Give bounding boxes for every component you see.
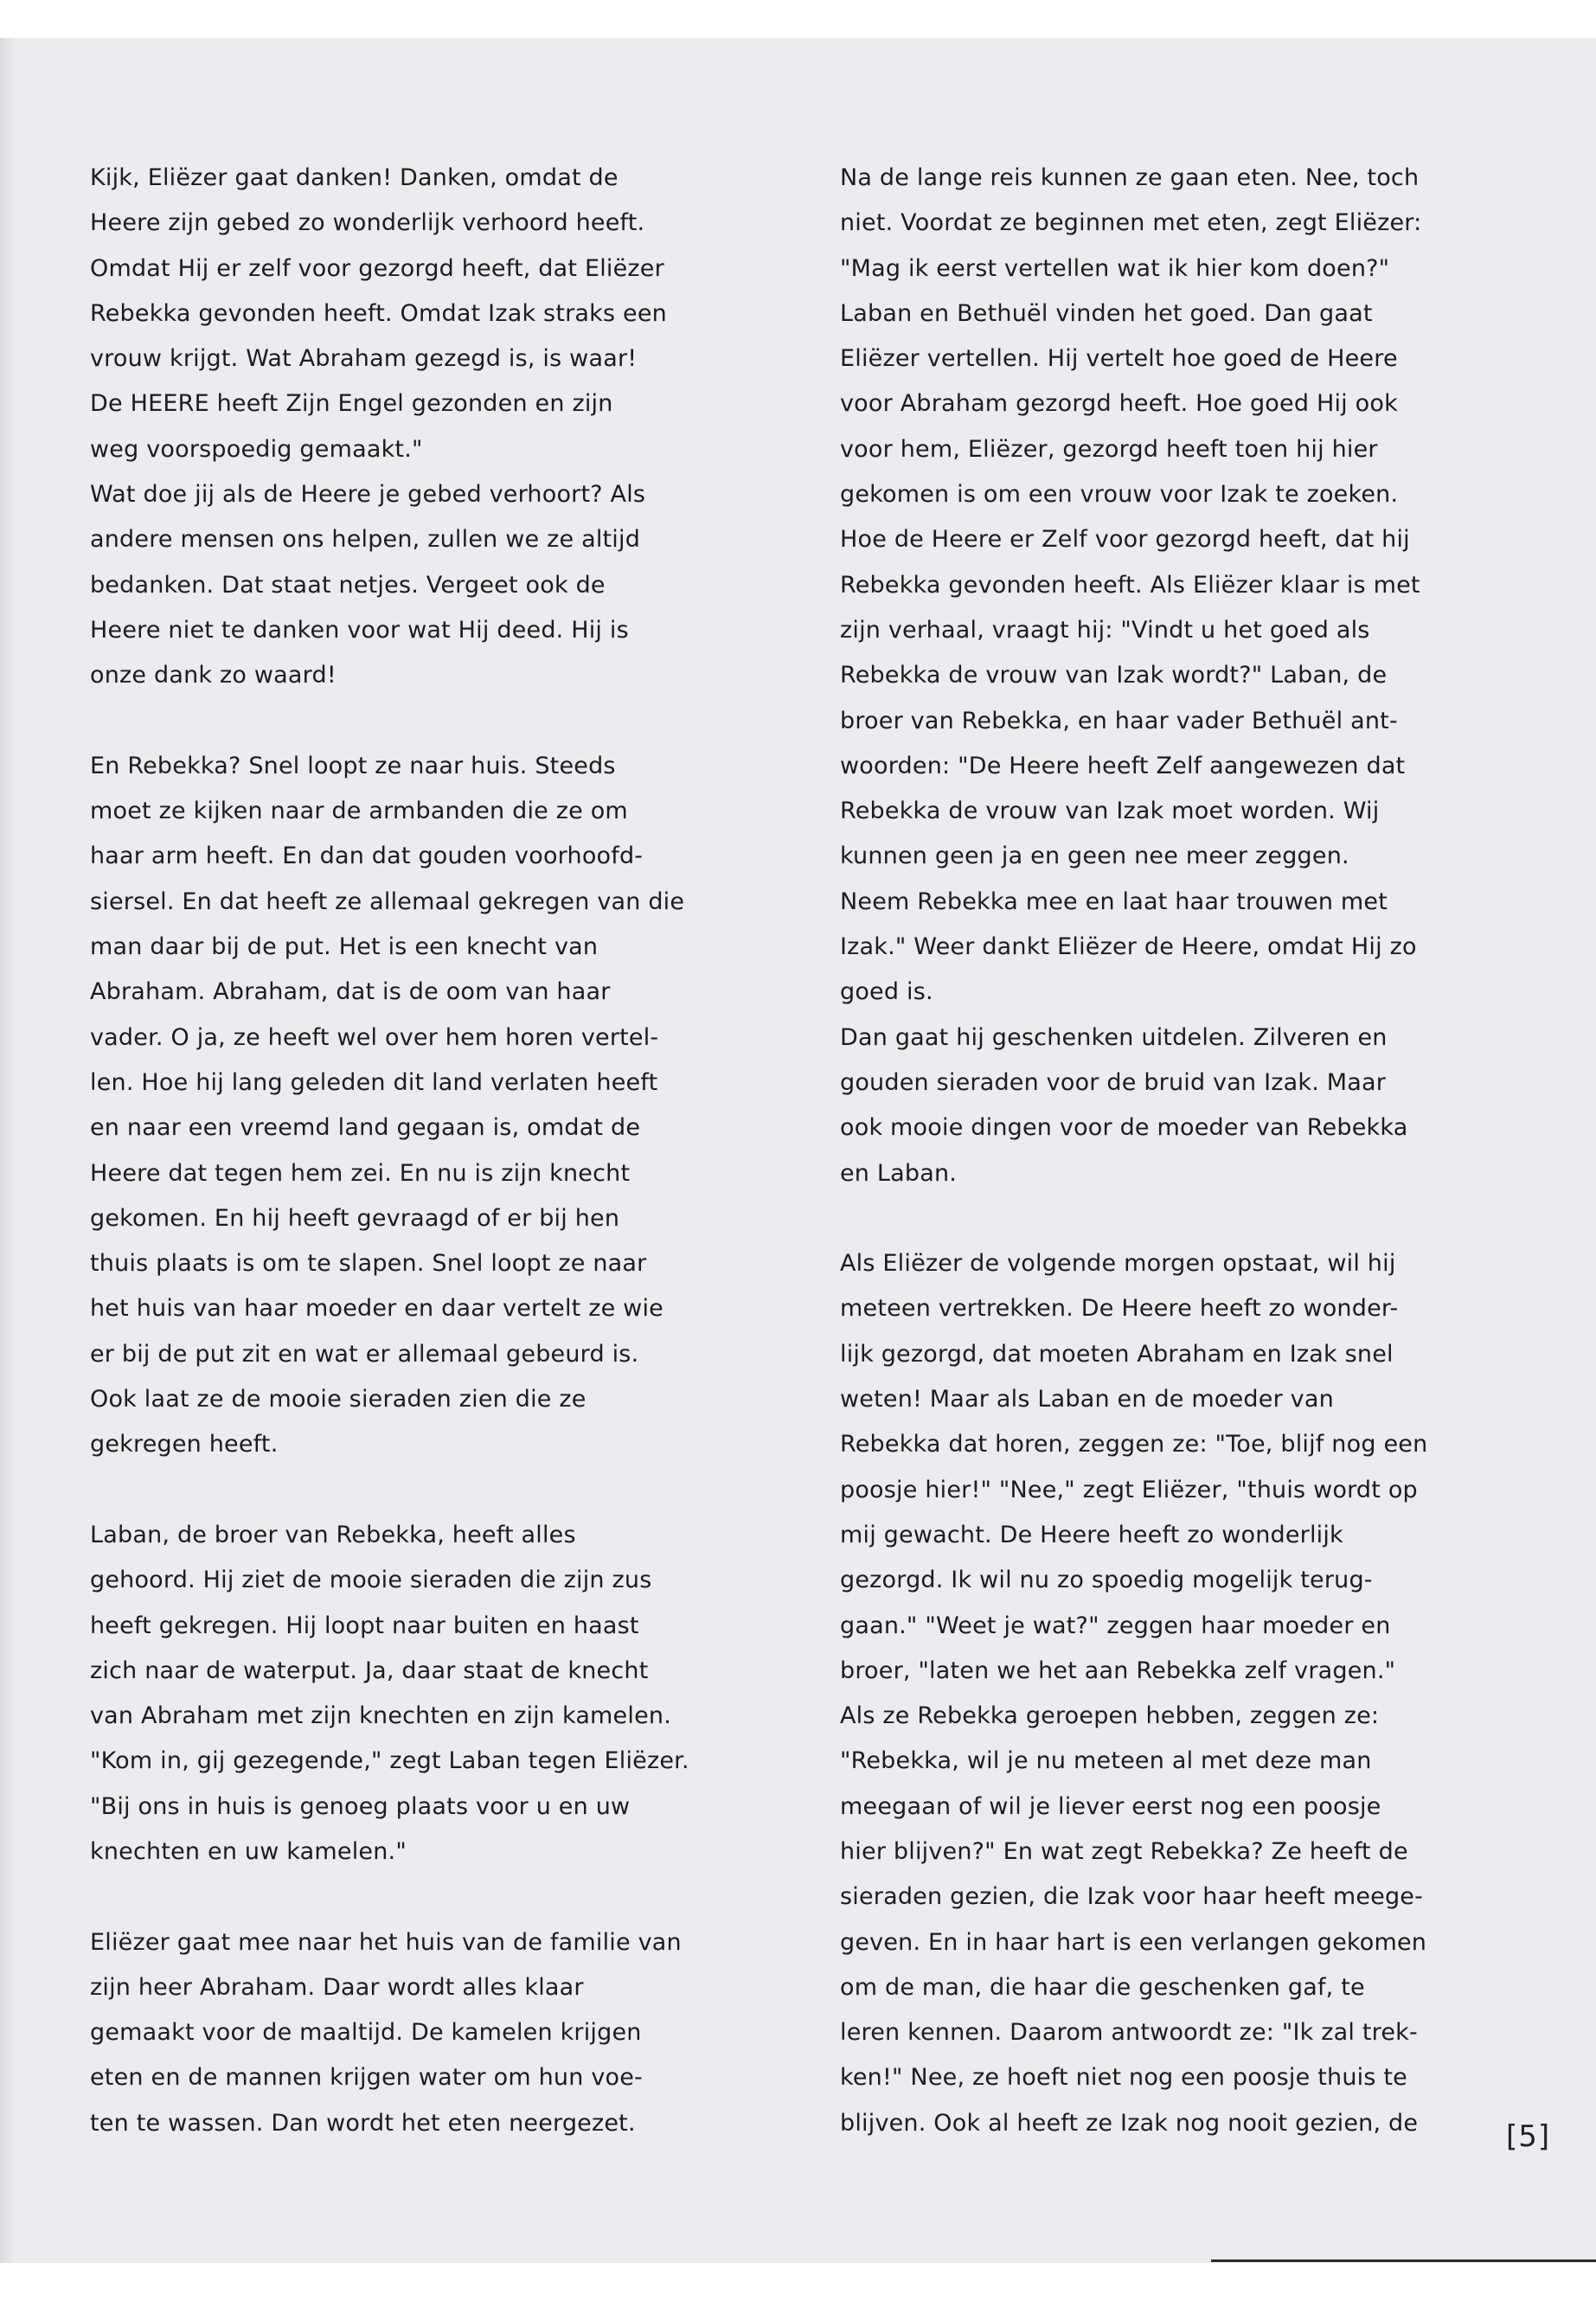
text-line: Eliëzer vertellen. Hij vertelt hoe goed de Heere	[840, 345, 1398, 373]
text-line: mij gewacht. De Heere heeft zo wonderlijk	[840, 1521, 1343, 1548]
text-line: moet ze kijken naar de armbanden die ze om	[90, 798, 628, 825]
text-line: voor hem, Eliëzer, gezorgd heeft toen hij hier	[840, 435, 1378, 463]
text-line: gekomen is om een vrouw voor Izak te zoeken.	[840, 481, 1399, 509]
text-line: en Laban.	[840, 1159, 958, 1187]
text-line: geven. En in haar hart is een verlangen gekomen	[840, 1928, 1427, 1956]
text-line: broer van Rebekka, en haar vader Bethuël ant-	[840, 707, 1398, 734]
text-line: vader. O ja, ze heeft wel over hem horen vertel-	[90, 1023, 659, 1051]
text-line: eten en de mannen krijgen water om hun voe-	[90, 2064, 643, 2092]
scan-top-margin	[0, 0, 1596, 38]
text-line: "Bij ons in huis is genoeg plaats voor u en uw	[90, 1792, 631, 1820]
text-line: En Rebekka? Snel loopt ze naar huis. Steeds	[90, 752, 616, 779]
text-line: gekomen. En hij heeft gevraagd of er bij hen	[90, 1204, 620, 1232]
paragraph-break	[90, 699, 730, 744]
text-line: len. Hoe hij lang geleden dit land verlaten heeft	[90, 1068, 658, 1096]
text-line: Na de lange reis kunnen ze gaan eten. Nee, toch	[840, 164, 1420, 191]
page-number: [5]	[1506, 2119, 1551, 2154]
text-line: gehoord. Hij ziet de mooie sieraden die zijn zus	[90, 1567, 652, 1594]
text-line: Laban en Bethuël vinden het goed. Dan gaat	[840, 299, 1373, 327]
text-line: ten te wassen. Dan wordt het eten neergezet.	[90, 2109, 636, 2137]
scan-left-edge	[0, 38, 14, 2263]
page-bottom-rule	[1211, 2259, 1596, 2262]
text-line: "Mag ik eerst vertellen wat ik hier kom doen?"	[840, 254, 1390, 282]
text-line: niet. Voordat ze beginnen met eten, zegt Eliëzer:	[840, 209, 1422, 237]
text-line: Omdat Hij er zelf voor gezorgd heeft, dat Eliëzer	[90, 254, 664, 282]
text-line: Rebekka de vrouw van Izak wordt?" Laban, de	[840, 662, 1388, 689]
text-line: Abraham. Abraham, dat is de oom van haar	[90, 978, 611, 1006]
text-line: van Abraham met zijn knechten en zijn kamelen.	[90, 1702, 671, 1730]
text-line: Neem Rebekka mee en laat haar trouwen met	[840, 888, 1388, 915]
text-line: en naar een vreemd land gegaan is, omdat de	[90, 1114, 641, 1142]
text-line: knechten en uw kamelen."	[90, 1837, 407, 1865]
text-line: gekregen heeft.	[90, 1431, 279, 1458]
text-line: ken!" Nee, ze hoeft niet nog een poosje thuis te	[840, 2064, 1407, 2092]
right-text-column	[840, 156, 1480, 2146]
text-line: haar arm heeft. En dan dat gouden voorhoofd-	[90, 843, 644, 870]
text-line: broer, "laten we het aan Rebekka zelf vragen."	[840, 1657, 1396, 1684]
text-line: leren kennen. Daarom antwoordt ze: "Ik zal trek-	[840, 2019, 1418, 2047]
text-line: woorden: "De Heere heeft Zelf aangewezen dat	[840, 752, 1406, 779]
text-line: "Rebekka, wil je nu meteen al met deze man	[840, 1747, 1372, 1775]
text-line: Rebekka gevonden heeft. Als Eliëzer klaar is met	[840, 571, 1420, 599]
text-line: blijven. Ook al heeft ze Izak nog nooit gezien, de	[840, 2109, 1419, 2137]
paragraph-break	[90, 1875, 730, 1920]
text-line: thuis plaats is om te slapen. Snel loopt ze naar	[90, 1250, 647, 1278]
text-line: andere mensen ons helpen, zullen we ze altijd	[90, 526, 641, 554]
left-text-column	[90, 156, 730, 2146]
text-line: Heere niet te danken voor wat Hij deed. Hij is	[90, 616, 629, 644]
text-line: De HEERE heeft Zijn Engel gezonden en zijn	[90, 390, 613, 418]
text-line: meegaan of wil je liever eerst nog een poosje	[840, 1792, 1381, 1820]
paragraph-break	[840, 1196, 1480, 1241]
text-line: siersel. En dat heeft ze allemaal gekregen van die	[90, 888, 685, 915]
text-line: zijn verhaal, vraagt hij: "Vindt u het goed als	[840, 616, 1370, 644]
text-line: Als Eliëzer de volgende morgen opstaat, wil hij	[840, 1250, 1396, 1278]
text-line: kunnen geen ja en geen nee meer zeggen.	[840, 843, 1349, 870]
text-line: Rebekka gevonden heeft. Omdat Izak straks een	[90, 299, 667, 327]
text-line: gemaakt voor de maaltijd. De kamelen krijgen	[90, 2019, 642, 2047]
text-line: Eliëzer gaat mee naar het huis van de familie van	[90, 1928, 682, 1956]
text-line: Rebekka dat horen, zeggen ze: "Toe, blijf nog een	[840, 1431, 1428, 1458]
text-line: zich naar de waterput. Ja, daar staat de knecht	[90, 1657, 649, 1684]
text-line: gezorgd. Ik wil nu zo spoedig mogelijk terug-	[840, 1567, 1373, 1594]
text-line: Hoe de Heere er Zelf voor gezorgd heeft, dat hij	[840, 526, 1410, 554]
text-line: Rebekka de vrouw van Izak moet worden. Wij	[840, 798, 1380, 825]
scan-bottom-margin	[0, 2263, 1596, 2301]
text-line: zijn heer Abraham. Daar wordt alles klaar	[90, 1973, 584, 2001]
text-line: sieraden gezien, die Izak voor haar heeft meege-	[840, 1883, 1424, 1911]
text-line: Ook laat ze de mooie sieraden zien die ze	[90, 1386, 586, 1413]
text-line: man daar bij de put. Het is een knecht van	[90, 933, 599, 961]
text-line: Dan gaat hij geschenken uitdelen. Zilveren en	[840, 1023, 1388, 1051]
text-line: gaan." "Weet je wat?" zeggen haar moeder en	[840, 1612, 1391, 1639]
text-line: lijk gezorgd, dat moeten Abraham en Izak snel	[840, 1340, 1394, 1368]
text-line: Heere zijn gebed zo wonderlijk verhoord heeft.	[90, 209, 645, 237]
text-line: meteen vertrekken. De Heere heeft zo wonder-	[840, 1295, 1399, 1323]
text-line: vrouw krijgt. Wat Abraham gezegd is, is waar!	[90, 345, 638, 373]
text-line: er bij de put zit en wat er allemaal gebeurd is.	[90, 1340, 639, 1368]
text-line: Heere dat tegen hem zei. En nu is zijn knecht	[90, 1159, 631, 1187]
text-line: ook mooie dingen voor de moeder van Rebekka	[840, 1114, 1408, 1142]
text-line: Kijk, Eliëzer gaat danken! Danken, omdat de	[90, 164, 619, 191]
text-line: het huis van haar moeder en daar vertelt ze wie	[90, 1295, 663, 1323]
text-line: weten! Maar als Laban en de moeder van	[840, 1386, 1334, 1413]
text-line: "Kom in, gij gezegende," zegt Laban tegen Eliëzer.	[90, 1747, 689, 1775]
text-line: Wat doe jij als de Heere je gebed verhoort? Als	[90, 481, 646, 509]
text-line: Als ze Rebekka geroepen hebben, zeggen ze:	[840, 1702, 1380, 1730]
text-line: heeft gekregen. Hij loopt naar buiten en haast	[90, 1612, 639, 1639]
text-line: onze dank zo waard!	[90, 662, 337, 689]
paragraph-break	[90, 1468, 730, 1513]
text-line: Izak." Weer dankt Eliëzer de Heere, omdat Hij zo	[840, 933, 1417, 961]
text-line: weg voorspoedig gemaakt."	[90, 435, 423, 463]
text-line: goed is.	[840, 978, 933, 1006]
text-line: bedanken. Dat staat netjes. Vergeet ook de	[90, 571, 606, 599]
text-line: voor Abraham gezorgd heeft. Hoe goed Hij ook	[840, 390, 1398, 418]
text-line: om de man, die haar die geschenken gaf, te	[840, 1973, 1365, 2001]
text-line: poosje hier!" "Nee," zegt Eliëzer, "thuis wordt op	[840, 1476, 1418, 1503]
text-line: gouden sieraden voor de bruid van Izak. Maar	[840, 1068, 1387, 1096]
text-line: hier blijven?" En wat zegt Rebekka? Ze heeft de	[840, 1837, 1408, 1865]
text-line: Laban, de broer van Rebekka, heeft alles	[90, 1521, 576, 1548]
